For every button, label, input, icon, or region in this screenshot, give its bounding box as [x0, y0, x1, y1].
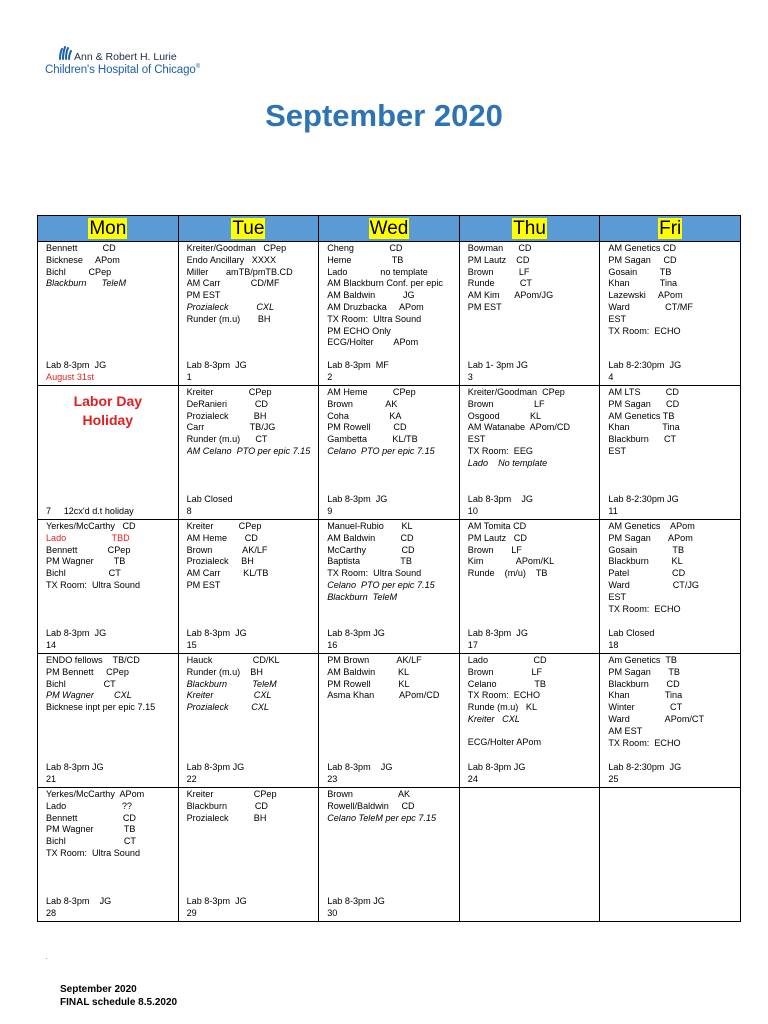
schedule-entry: TX Room: ECHO	[608, 325, 681, 336]
lab-hours: Lab 8-3pm JG	[186, 762, 245, 772]
schedule-entry: PM Sagan APom	[608, 532, 693, 543]
schedule-entry: Celano PTO per epic 7.15	[327, 445, 435, 456]
calendar-body	[38, 242, 741, 922]
lab-hours: Lab 8-2:30pm JG	[608, 360, 682, 370]
schedule-entry: PM Sagan CD	[608, 254, 677, 265]
schedule-entry: Yerkes/McCarthy CD	[46, 521, 136, 531]
date-number: 29	[186, 907, 197, 918]
schedule-entry: Lazewski APom	[608, 290, 683, 301]
schedule-entry: PM Wagner CXL	[46, 690, 132, 701]
day-cell	[178, 654, 319, 788]
schedule-entry: AM Carr CD/MF	[186, 278, 280, 289]
schedule-entry: AM Baldwin JG	[327, 290, 415, 301]
cell-footer	[468, 762, 596, 785]
cell-footer	[187, 360, 315, 383]
cell-footer	[46, 628, 174, 651]
schedule-entry: Patel CD	[608, 568, 686, 579]
cell-footer	[46, 896, 174, 919]
schedule-entry: PM EST	[186, 579, 221, 590]
date-number: 8	[186, 505, 192, 516]
schedule-entry: Blackburn CD	[608, 678, 680, 689]
schedule-entry: AM Tomita CD	[467, 521, 527, 531]
footer-note-line: September 2020	[60, 984, 137, 995]
schedule-entry: Manuel-Rubio KL	[327, 521, 413, 531]
cell-footer	[187, 762, 315, 785]
schedule-entry: Runder (m.u) BH	[186, 313, 271, 324]
schedule-entry: Ward CT/MF	[608, 301, 693, 312]
date-number: 4	[608, 371, 614, 382]
date-number: 21	[46, 773, 57, 784]
day-cell	[459, 520, 600, 654]
schedule-entry: AM EST	[608, 725, 643, 736]
day-cell	[38, 654, 179, 788]
date-number: 11	[608, 505, 618, 516]
logo-line2	[45, 64, 200, 76]
schedule-entry: Gosain TB	[608, 544, 685, 555]
schedule-entry: Winter CT	[608, 702, 683, 713]
calendar-header-row	[38, 216, 741, 242]
lab-hours: Lab 8-3pm JG	[467, 494, 533, 504]
schedule-entry: Runder (m.u) CT	[186, 434, 268, 445]
schedule-entry: TX Room: Ultra Sound	[327, 568, 422, 579]
schedule-entry: AM Druzbacka APom	[327, 301, 424, 312]
schedule-entry: Lado No template	[467, 457, 548, 468]
schedule-entry: TX Room: ECHO	[467, 690, 541, 701]
cell-footer	[46, 360, 174, 383]
schedule-entry: PM Lautz CD	[467, 254, 530, 265]
schedule-entry: Prozialeck CXL	[186, 702, 269, 713]
schedule-entry: Lado ??	[46, 800, 132, 811]
day-cell	[38, 242, 179, 386]
date-number: 17	[467, 639, 478, 650]
schedule-entry: PM EST	[467, 301, 502, 312]
week-row	[38, 654, 741, 788]
lab-hours: Lab 8-3pm JG	[467, 762, 526, 772]
schedule-entry: Bowman CD	[467, 243, 532, 253]
schedule-entry: McCarthy CD	[327, 544, 415, 555]
schedule-entry: Khan Tina	[608, 422, 680, 433]
footer-note-line: FINAL schedule 8.5.2020	[60, 997, 178, 1008]
schedule-entry: PM EST	[186, 290, 221, 301]
cell-footer	[327, 360, 455, 383]
schedule-entries	[179, 654, 319, 714]
date-number: 15	[186, 639, 197, 650]
schedule-entry: TX Room: ECHO	[608, 603, 681, 614]
header-mon	[38, 216, 179, 242]
lab-hours: Lab 1- 3pm JG	[467, 360, 528, 370]
schedule-entries	[38, 520, 178, 592]
schedule-entry: Asma Khan APom/CD	[327, 690, 440, 701]
schedule-entries	[319, 520, 459, 604]
schedule-entry: Kreiter/Goodman CPep	[467, 387, 565, 397]
logo-hand-icon	[57, 45, 73, 61]
schedule-entry: Heme TB	[327, 254, 404, 265]
cell-footer	[327, 896, 455, 919]
schedule-entries	[179, 386, 319, 458]
schedule-entry: Khan Tina	[608, 278, 678, 289]
schedule-entry: PM Lautz CD	[467, 532, 527, 543]
schedule-entry: AM Heme CPep	[327, 387, 416, 397]
day-cell	[600, 788, 741, 922]
schedule-entry: Prozialeck BH	[186, 410, 267, 421]
schedule-entry: Rowell/Baldwin CD	[327, 800, 415, 811]
logo-line2-text: Children's Hospital of Chicago	[45, 64, 196, 76]
cell-footer	[608, 762, 736, 785]
schedule-entry: Runder (m.u) BH	[186, 666, 263, 677]
schedule-entry: TX Room: Ultra Sound	[46, 579, 141, 590]
schedule-entry: Yerkes/McCarthy APom	[46, 789, 145, 799]
lab-hours: Lab 8-2:30pm JG	[608, 762, 682, 772]
date-number: 10	[467, 505, 478, 516]
schedule-entry: TX Room: Ultra Sound	[327, 313, 422, 324]
lab-hours: Lab 8-3pm JG	[186, 896, 247, 906]
schedule-entries	[460, 386, 600, 470]
day-cell	[459, 242, 600, 386]
schedule-entry: Miller amTB/pmTB.CD	[186, 266, 293, 277]
day-cell	[178, 386, 319, 520]
lab-hours: Lab 8-3pm JG	[186, 628, 247, 638]
lab-hours: Lab 8-3pm MF	[327, 360, 389, 370]
holiday-line: Holiday	[82, 412, 134, 428]
schedule-entry: Osgood KL	[467, 410, 542, 421]
schedule-entry: PM Bennett CPep	[46, 666, 129, 677]
schedule-entry: Bichl CT	[46, 678, 116, 689]
schedule-entry: EST	[608, 591, 627, 602]
cell-footer	[46, 762, 174, 785]
schedule-entry: Blackburn TeleM	[327, 591, 398, 602]
schedule-entry: Brown AK/LF	[186, 544, 268, 555]
week-row	[38, 788, 741, 922]
schedule-entry: Ward APom/CT	[608, 713, 705, 724]
schedule-entries	[179, 788, 319, 824]
schedule-entry: DeRanieri CD	[186, 398, 268, 409]
day-cell	[459, 654, 600, 788]
schedule-entry: Prozialeck CXL	[186, 301, 275, 312]
date-number: 14	[46, 639, 57, 650]
schedule-entry: PM Sagan CD	[608, 398, 680, 409]
day-cell	[319, 242, 460, 386]
schedule-entry: ENDO fellows TB/CD	[46, 655, 140, 665]
schedule-entry: AM Genetics TB	[608, 410, 675, 421]
schedule-entry: EST	[467, 434, 486, 445]
cell-footer	[187, 628, 315, 651]
schedule-entry: PM Wagner TB	[46, 556, 126, 567]
day-cell	[38, 520, 179, 654]
schedule-entries	[600, 386, 740, 458]
day-cell	[459, 386, 600, 520]
schedule-entry: Bennett CPep	[46, 544, 131, 555]
schedule-entry: Brown AK	[327, 789, 411, 799]
date-number: 1	[186, 371, 192, 382]
date-number: 25	[608, 773, 619, 784]
lab-hours: Lab 8-3pm JG	[46, 762, 104, 772]
schedule-entry: TX Room: Ultra Sound	[46, 847, 141, 858]
schedule-entry: Kreiter CXL	[467, 713, 520, 724]
schedule-entries	[600, 242, 740, 337]
schedule-entry: Carr TB/JG	[186, 422, 276, 433]
date-number: 28	[46, 907, 57, 918]
holiday-label	[38, 386, 178, 430]
day-cell	[319, 788, 460, 922]
page-title: September 2020	[265, 98, 503, 133]
lab-hours: Lab 8-2:30pm JG	[608, 494, 679, 504]
footer-note	[60, 983, 177, 1009]
lab-hours: 7 12cx'd d.t holiday	[46, 505, 134, 516]
lab-hours: Lab 8-3pm JG	[467, 628, 528, 638]
schedule-entry: Runde (m/u) TB	[467, 568, 548, 579]
calendar-table	[37, 215, 741, 922]
cell-footer	[608, 494, 736, 517]
schedule-entry: Celano TB	[467, 678, 546, 689]
schedule-entries	[319, 386, 459, 458]
schedule-entry: Blackburn KL	[608, 556, 683, 567]
day-cell	[319, 386, 460, 520]
header-tue	[178, 216, 319, 242]
schedule-entry: Lado TBD	[46, 532, 130, 543]
schedule-entry: AM Watanabe APom/CD	[467, 422, 571, 433]
day-cell	[319, 654, 460, 788]
cell-footer	[327, 628, 455, 651]
schedule-entry: AM Blackburn Conf. per epic	[327, 278, 443, 289]
schedule-entry: Gambetta KL/TB	[327, 434, 418, 445]
schedule-entry: AM Genetics APom	[608, 521, 695, 531]
schedule-entry: Kim APom/KL	[467, 556, 555, 567]
schedule-entry: Am Genetics TB	[608, 655, 677, 665]
schedule-entry: Khan Tina	[608, 690, 683, 701]
schedule-entry: Brown LF	[467, 544, 522, 555]
cell-footer	[46, 506, 174, 518]
header-thu	[459, 216, 600, 242]
cell-footer	[327, 762, 455, 785]
schedule-entry: Ward CT/JG	[608, 579, 699, 590]
schedule-entries	[460, 520, 600, 580]
schedule-entry: Blackburn TeleM	[186, 678, 277, 689]
schedule-entries	[38, 654, 178, 714]
day-name: Thu	[513, 218, 546, 239]
schedule-entry: Baptista TB	[327, 556, 412, 567]
cell-footer	[187, 896, 315, 919]
cell-footer	[608, 360, 736, 383]
lab-hours: Lab 8-3pm JG	[46, 896, 112, 906]
logo-line1: Ann & Robert H. Lurie	[74, 51, 177, 63]
day-name: Fri	[659, 218, 682, 239]
day-name: Wed	[369, 218, 409, 239]
schedule-entries	[179, 242, 319, 326]
cell-footer	[187, 494, 315, 517]
schedule-entries	[319, 242, 459, 349]
schedule-entry: Bicknese APom	[46, 254, 120, 265]
day-cell	[459, 788, 600, 922]
schedule-entry: Prozialeck BH	[186, 556, 254, 567]
schedule-entry: Kreiter CPep	[186, 521, 262, 531]
schedule-entry: Gosain TB	[608, 266, 672, 277]
schedule-entry: Brown LF	[467, 398, 545, 409]
holiday-line: Labor Day	[73, 393, 143, 409]
schedule-entry: Kreiter CPep	[186, 789, 277, 799]
date-number: 23	[327, 773, 338, 784]
date-number: 2	[327, 371, 333, 382]
day-name: Mon	[89, 218, 127, 239]
schedule-entries	[460, 654, 600, 749]
date-number: 3	[467, 371, 473, 382]
lab-hours: Lab Closed	[608, 628, 655, 638]
schedule-entry: Runde (m.u) KL	[467, 702, 538, 713]
schedule-entry: Bicknese inpt per epic 7.15	[46, 702, 156, 713]
schedule-entry: Coha KA	[327, 410, 402, 421]
schedule-entry: PM Rowell KL	[327, 678, 410, 689]
lab-hours: Lab 8-3pm JG	[327, 494, 388, 504]
cell-footer	[468, 494, 596, 517]
schedule-entry: TX Room: ECHO	[608, 737, 681, 748]
date-number: 9	[327, 505, 333, 516]
week-row	[38, 242, 741, 386]
schedule-entry: Cheng CD	[327, 243, 403, 253]
schedule-entries	[319, 788, 459, 824]
schedule-entry: Bennett CD	[46, 243, 116, 253]
schedule-entries	[179, 520, 319, 592]
schedule-entry: Runde CT	[467, 278, 532, 289]
schedule-entry: AM Baldwin CD	[327, 532, 414, 543]
lab-hours: Lab 8-3pm JG	[186, 360, 247, 370]
schedule-entry: Hauck CD/KL	[186, 655, 280, 665]
schedule-entries	[319, 654, 459, 702]
lab-hours: Lab 8-3pm JG	[327, 896, 385, 906]
day-cell	[178, 242, 319, 386]
schedule-entry: PM ECHO Only	[327, 325, 391, 336]
schedule-entry: Kreiter/Goodman CPep	[186, 243, 287, 253]
schedule-entry: AM Genetics CD	[608, 243, 677, 253]
lab-hours: Lab Closed	[186, 494, 233, 504]
schedule-entry: AM Celano PTO per epic 7.15	[186, 445, 311, 456]
schedule-entry: Kreiter CXL	[186, 690, 272, 701]
footer-dot: .	[46, 955, 48, 961]
day-cell	[38, 386, 179, 520]
schedule-entries	[600, 788, 740, 789]
schedule-entries	[38, 788, 178, 860]
header-fri	[600, 216, 741, 242]
week-row	[38, 520, 741, 654]
schedule-entry: Lado no template	[327, 266, 428, 277]
schedule-entry: Bichl CT	[46, 568, 121, 579]
day-cell	[600, 654, 741, 788]
date-number: 18	[608, 639, 619, 650]
schedule-entry: Bennett CD	[46, 812, 136, 823]
schedule-entry: Blackburn CT	[608, 434, 677, 445]
schedule-entries	[38, 430, 178, 431]
schedule-entry: AM Carr KL/TB	[186, 568, 269, 579]
schedule-entries	[38, 242, 178, 290]
schedule-entry: Celano TeleM per epc 7.15	[327, 812, 437, 823]
schedule-entry: AM Baldwin KL	[327, 666, 410, 677]
schedule-entry: Kreiter CPep	[186, 387, 272, 397]
day-cell	[319, 520, 460, 654]
schedule-entry: Brown LF	[467, 666, 543, 677]
schedule-entry: PM Brown AK/LF	[327, 655, 422, 665]
schedule-entry: Brown AK	[327, 398, 398, 409]
schedule-entry: Prozialeck BH	[186, 812, 267, 823]
day-cell	[600, 386, 741, 520]
schedule-entries	[600, 520, 740, 615]
cell-footer	[327, 494, 455, 517]
day-cell	[178, 520, 319, 654]
schedule-entry: PM Wagner TB	[46, 824, 136, 835]
schedule-entry: Lado CD	[467, 655, 547, 665]
schedule-entry: Bichl CT	[46, 836, 136, 847]
lab-hours: Lab 8-3pm JG	[46, 628, 107, 638]
logo-trademark: ®	[195, 64, 201, 71]
schedule-entries	[460, 788, 600, 789]
lab-hours: Lab 8-3pm JG	[327, 762, 393, 772]
schedule-entry: Blackburn TeleM	[46, 278, 127, 289]
schedule-entry: Blackburn CD	[186, 800, 268, 811]
cell-footer	[468, 628, 596, 651]
day-cell	[600, 242, 741, 386]
schedule-entry: Celano PTO per epic 7.15	[327, 579, 435, 590]
schedule-entry: Brown LF	[467, 266, 530, 277]
date-number: 22	[186, 773, 197, 784]
date-number: 30	[327, 907, 338, 918]
schedule-entry: AM Heme CD	[186, 532, 258, 543]
schedule-entry: TX Room: EEG	[467, 445, 533, 456]
date-number: 16	[327, 639, 338, 650]
lab-hours: Lab 8-3pm JG	[327, 628, 385, 638]
schedule-entries	[600, 654, 740, 749]
day-cell	[178, 788, 319, 922]
schedule-entry: PM Sagan TB	[608, 666, 680, 677]
schedule-entry: AM LTS CD	[608, 387, 679, 397]
schedule-entry: Bichl CPep	[46, 266, 112, 277]
cell-footer	[608, 628, 736, 651]
schedule-entry: ECG/Holter APom	[327, 337, 419, 348]
schedule-entries	[460, 242, 600, 314]
schedule-entry: EST	[608, 313, 627, 324]
schedule-entry	[468, 726, 594, 737]
week-row	[38, 386, 741, 520]
schedule-entry: PM Rowell CD	[327, 422, 407, 433]
schedule-entry: ECG/Holter APom	[467, 736, 542, 747]
lab-hours: August 31st	[46, 371, 95, 382]
header-wed	[319, 216, 460, 242]
day-name: Tue	[232, 218, 265, 239]
schedule-entry: EST	[608, 445, 627, 456]
day-cell	[600, 520, 741, 654]
cell-footer	[468, 360, 596, 383]
lab-hours: Lab 8-3pm JG	[46, 360, 107, 370]
schedule-entry: Endo Ancillary XXXX	[186, 254, 277, 265]
day-cell	[38, 788, 179, 922]
schedule-entry: AM Kim APom/JG	[467, 290, 554, 301]
date-number: 24	[467, 773, 478, 784]
